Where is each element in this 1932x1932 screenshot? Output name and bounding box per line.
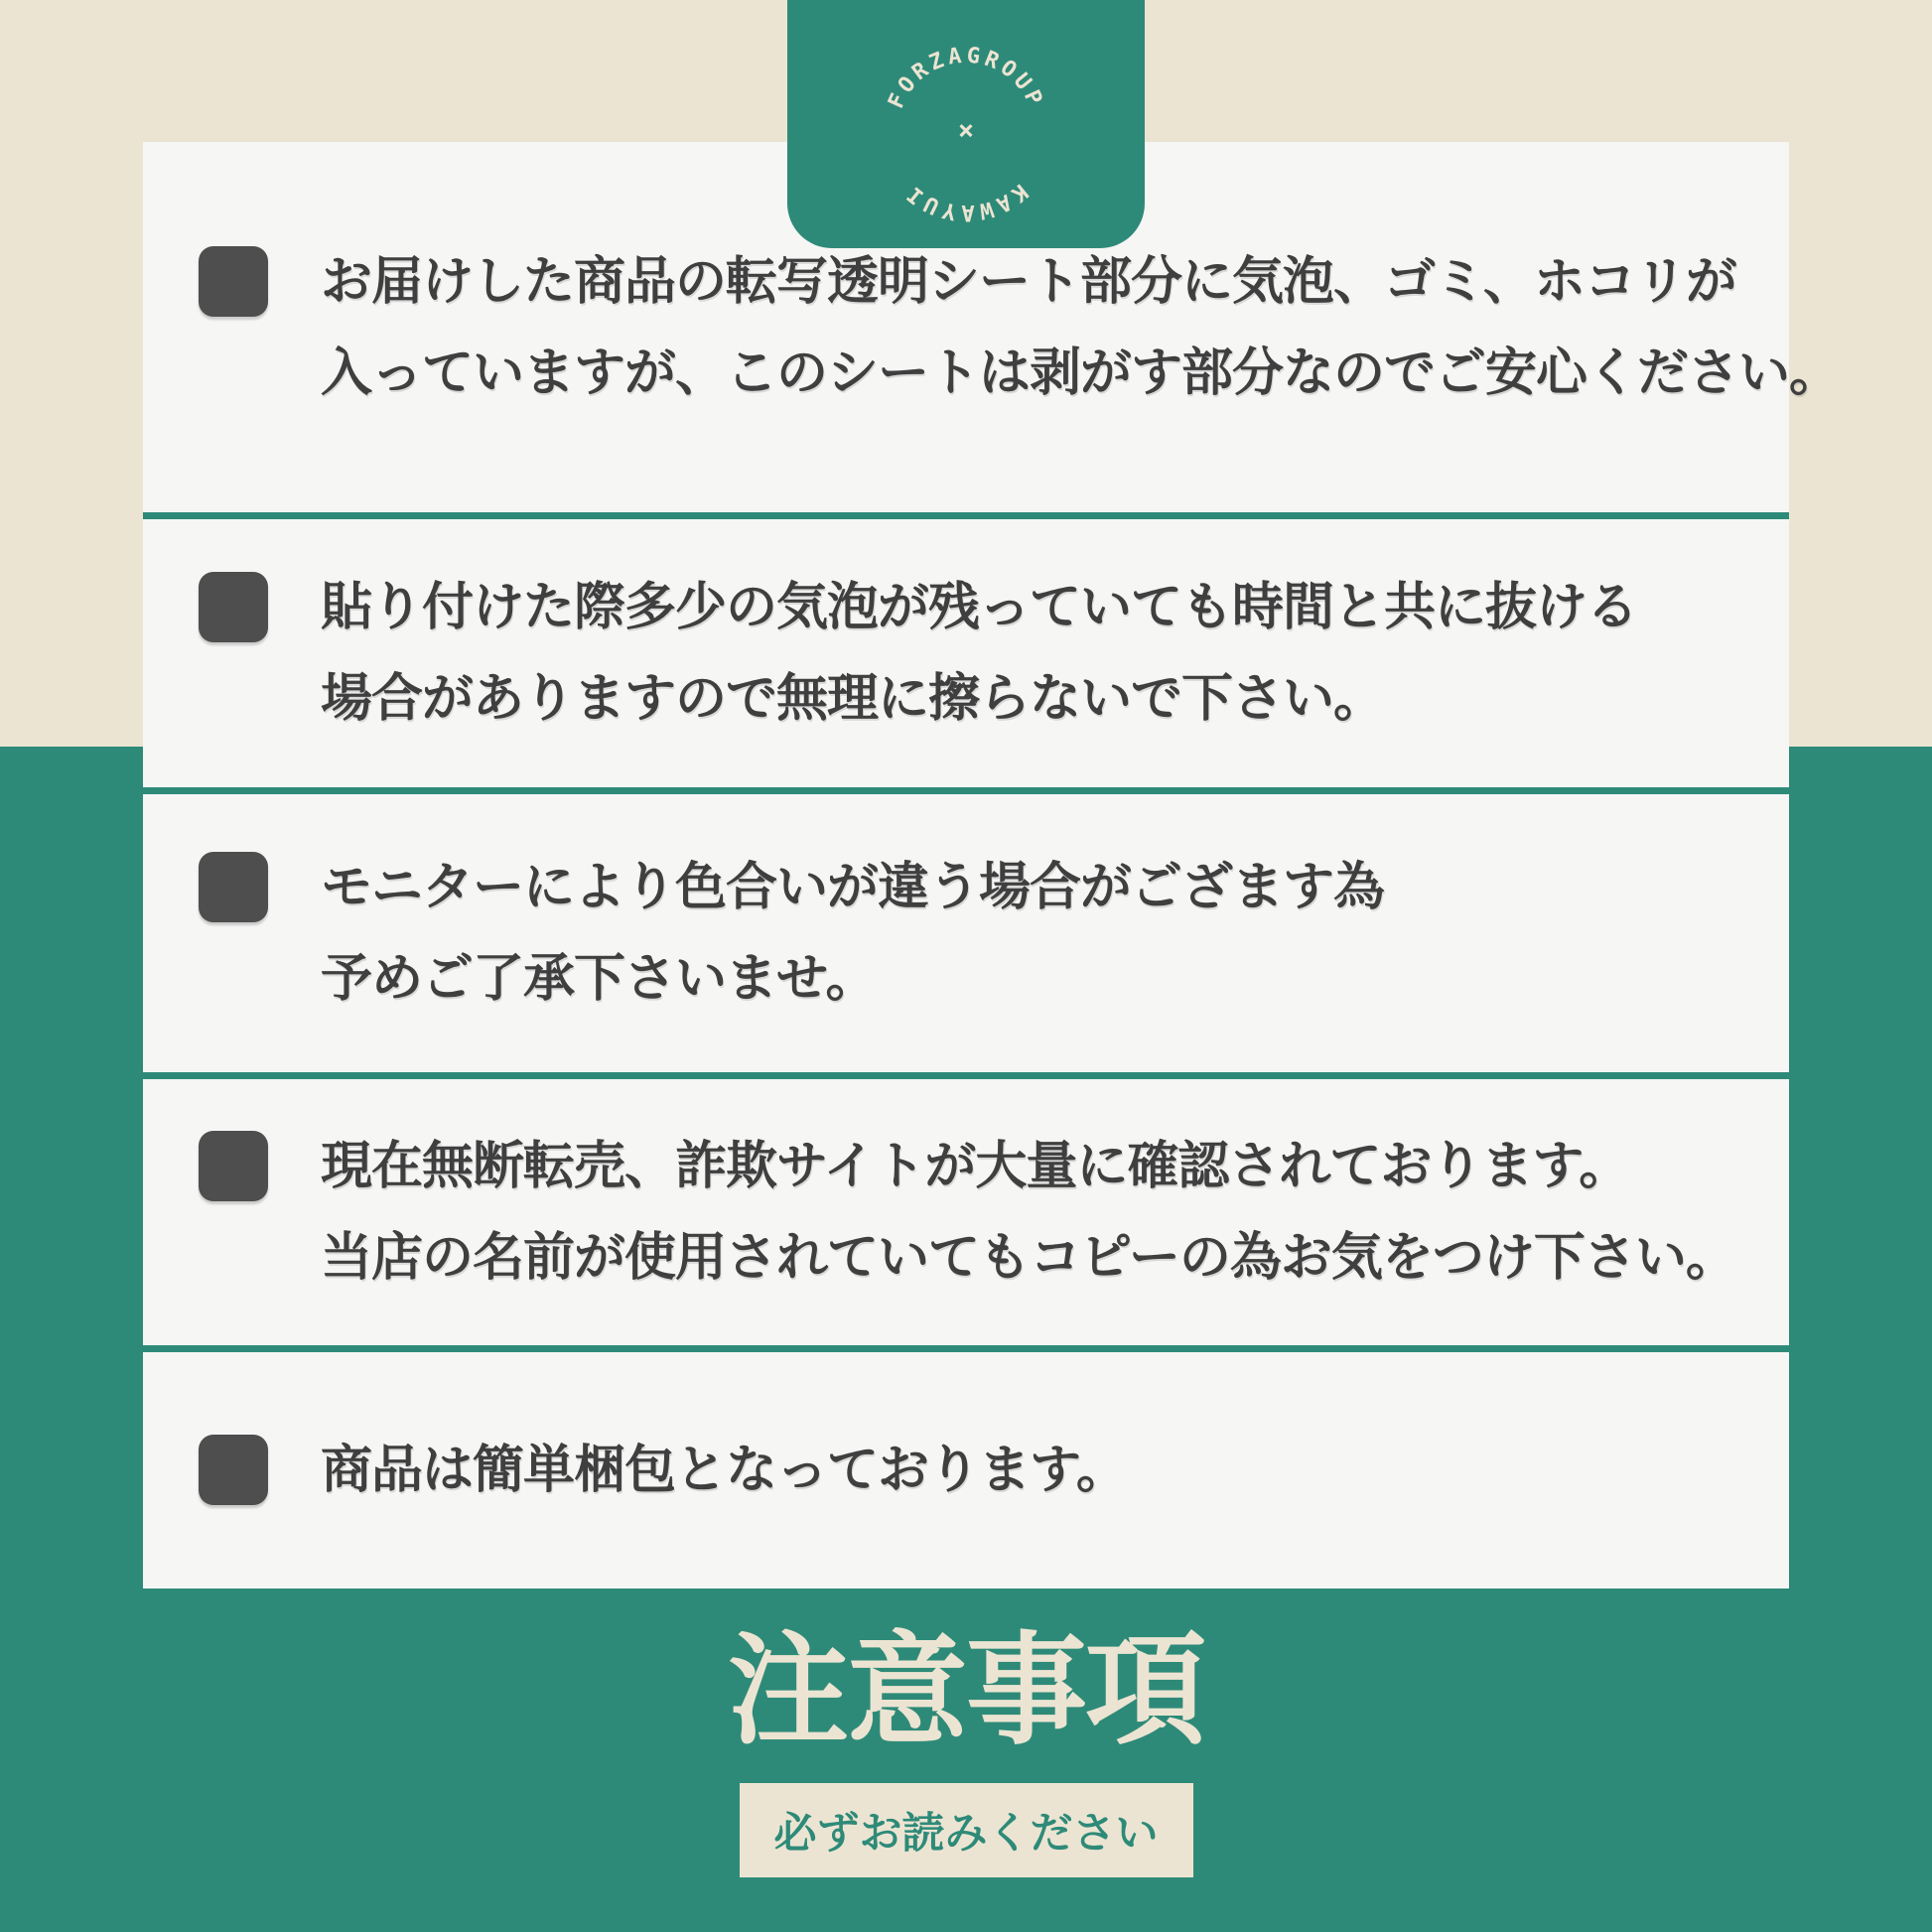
must-read-label: 必ずお読みください bbox=[773, 1810, 1159, 1858]
footer bbox=[0, 1588, 1932, 1932]
notice-text-line: 入っていますが、このシートは剥がす部分なのでご安心ください。 bbox=[321, 344, 1841, 402]
logo-x-icon: × bbox=[957, 115, 975, 146]
notice-text-line: 当店の名前が使用されていてもコピーの為お気をつけ下さい。 bbox=[321, 1229, 1736, 1287]
bullet-square-icon bbox=[199, 1131, 268, 1201]
brand-logo bbox=[787, 0, 1145, 248]
logo-bottom-text: KAWAYUI bbox=[899, 178, 1033, 224]
notice-text-line: 予めご了承下さいませ。 bbox=[321, 950, 877, 1008]
notice-text-line: モニターにより色合いが違う場合がござます為 bbox=[321, 859, 1385, 916]
bullet-square-icon bbox=[199, 246, 268, 317]
notice-item bbox=[143, 1352, 1789, 1588]
notice-row bbox=[143, 1425, 1157, 1516]
notice-lines bbox=[321, 1425, 1127, 1516]
notice-row bbox=[143, 562, 1667, 745]
notice-text-line: 商品は簡単梱包となっております。 bbox=[321, 1442, 1127, 1499]
bullet-square-icon bbox=[199, 852, 268, 922]
must-read-banner bbox=[740, 1783, 1193, 1877]
notice-card bbox=[143, 142, 1841, 1588]
logo-top-text: FORZAGROUP bbox=[884, 43, 1048, 113]
notice-item bbox=[143, 1079, 1789, 1352]
notice-item bbox=[143, 519, 1789, 794]
notice-row bbox=[143, 236, 1869, 419]
notice-row bbox=[143, 842, 1414, 1025]
notice-text-line: 貼り付けた際多少の気泡が残っていても時間と共に抜ける bbox=[321, 579, 1638, 636]
brand-badge bbox=[787, 0, 1145, 248]
notice-lines bbox=[321, 236, 1840, 419]
notice-item bbox=[143, 794, 1789, 1079]
notice-text-line: 現在無断転売、詐欺サイトが大量に確認されております。 bbox=[321, 1138, 1630, 1195]
notice-text-line: 場合がありますので無理に擦らないで下さい。 bbox=[321, 670, 1385, 728]
bullet-square-icon bbox=[199, 572, 268, 642]
bullet-square-icon bbox=[199, 1435, 268, 1505]
notice-text-line: お届けした商品の転写透明シート部分に気泡、ゴミ、ホコリが bbox=[321, 252, 1736, 311]
notice-row bbox=[143, 1121, 1766, 1304]
notice-lines bbox=[321, 842, 1384, 1025]
notice-lines bbox=[321, 562, 1637, 745]
page-title: 注意事項 bbox=[728, 1623, 1204, 1758]
notice-lines bbox=[321, 1121, 1736, 1304]
